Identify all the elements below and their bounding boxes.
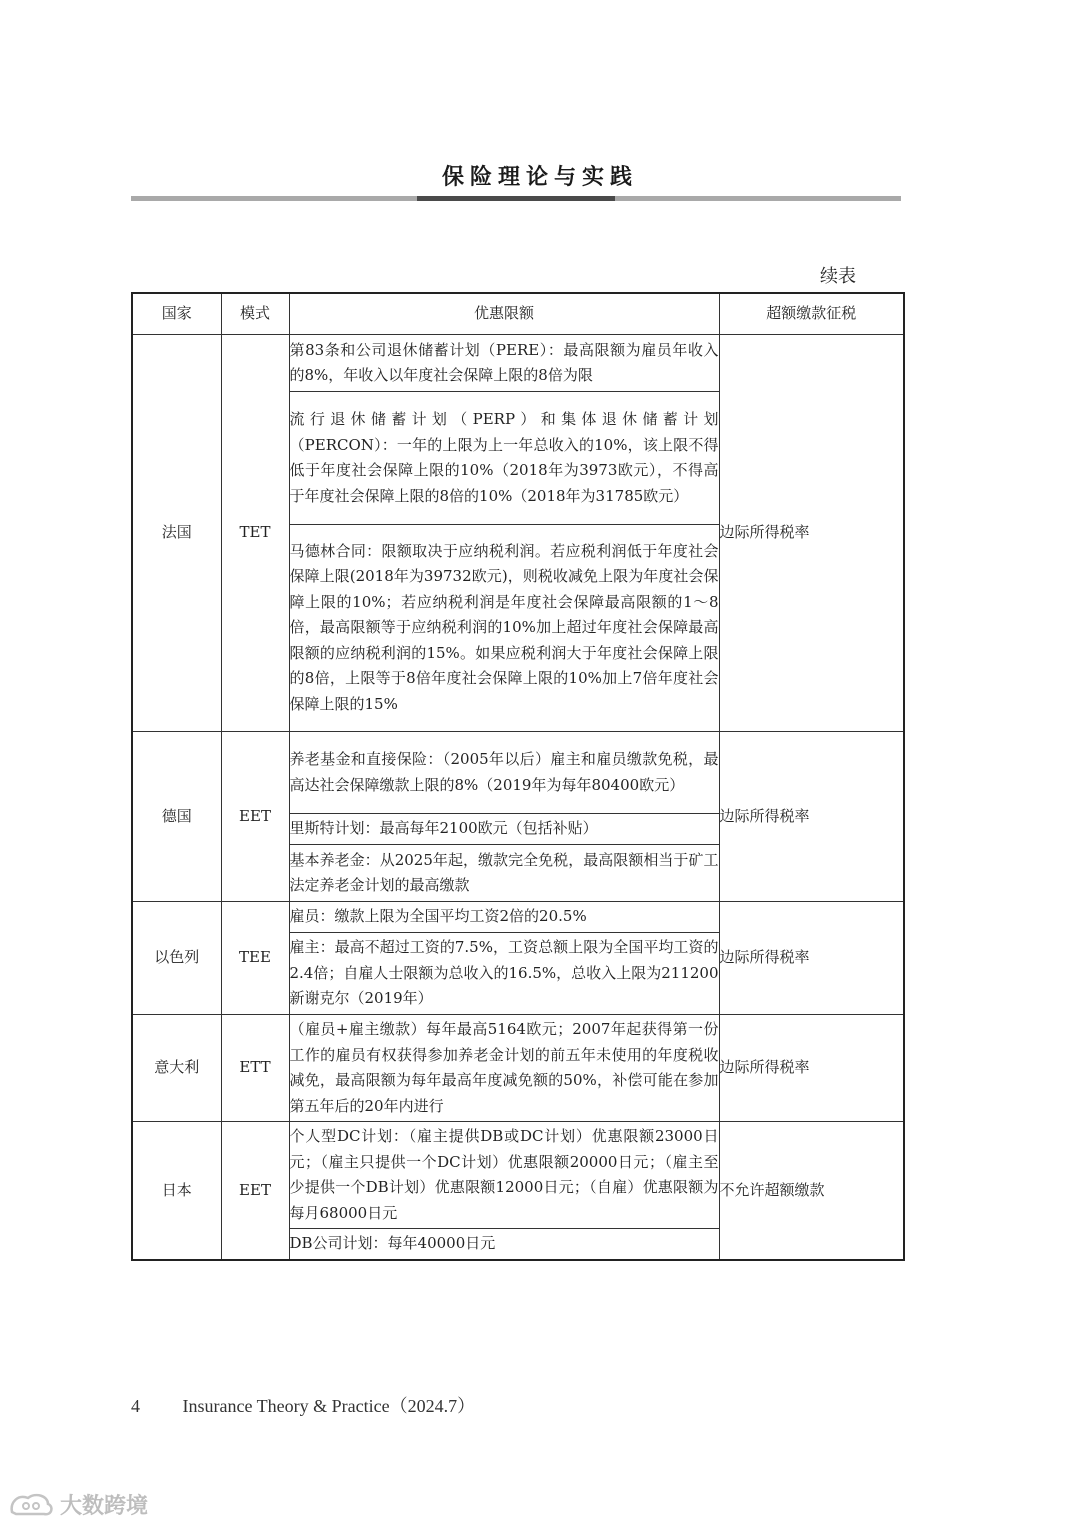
logo-icon (8, 1490, 56, 1518)
page-footer (131, 1392, 475, 1418)
limit-cell: DB公司计划：每年40000日元 (289, 1229, 719, 1261)
excess-tax-cell: 不允许超额缴款 (719, 1122, 904, 1261)
limit-cell: 个人型DC计划：（雇主提供DB或DC计划）优惠限额23000日元；（雇主只提供一个DC计划）优惠限额20000日元；（雇主至少提供一个DB计划）优惠限额12000日元；（自雇）优惠限额为每月68000日元 (289, 1122, 719, 1229)
country-cell: 以色列 (132, 902, 221, 1015)
limit-cell: 雇主：最高不超过工资的7.5%，工资总额上限为全国平均工资的2.4倍；自雇人士限额为总收入的16.5%，总收入上限为211200新谢克尔（2019年） (289, 933, 719, 1015)
column-header-country: 国家 (132, 293, 221, 335)
mode-cell: EET (221, 1122, 289, 1261)
limit-cell: 基本养老金：从2025年起，缴款完全免税，最高限额相当于矿工法定养老金计划的最高缴款 (289, 845, 719, 902)
excess-tax-cell: 边际所得税率 (719, 902, 904, 1015)
continued-table-label: 续表 (820, 266, 856, 287)
table-row-germany (132, 732, 904, 814)
limit-cell: 雇员：缴款上限为全国平均工资2倍的20.5% (289, 902, 719, 933)
mode-cell: ETT (221, 1015, 289, 1122)
limit-cell: （雇员+雇主缴款）每年最高5164欧元；2007年起获得第一份工作的雇员有权获得参加养老金计划的前五年未使用的年度税收减免，最高限额为每年最高年度减免额的50%，补偿可能在参加第五年后的20年内进行 (289, 1015, 719, 1122)
policy-table (131, 292, 905, 1261)
watermark-text: 大数跨境 (60, 1493, 149, 1519)
journal-name: Insurance Theory & Practice（2024.7） (182, 1396, 476, 1416)
country-cell: 法国 (132, 335, 221, 732)
watermark (8, 1486, 148, 1522)
page-number: 4 (131, 1396, 140, 1416)
mode-cell: TEE (221, 902, 289, 1015)
table-row-israel (132, 902, 904, 933)
table-header-row (132, 293, 904, 335)
column-header-limit: 优惠限额 (289, 293, 719, 335)
table-row-italy (132, 1015, 904, 1122)
mode-cell: EET (221, 732, 289, 902)
header-rule-accent (417, 196, 615, 201)
limit-cell: 里斯特计划：最高每年2100欧元（包括补贴） (289, 814, 719, 845)
column-header-excess-tax: 超额缴款征税 (719, 293, 904, 335)
limit-cell: 养老基金和直接保险：（2005年以后）雇主和雇员缴款免税，最高达社会保障缴款上限的8%（2019年为每年80400欧元） (289, 732, 719, 814)
country-cell: 日本 (132, 1122, 221, 1261)
mode-cell: TET (221, 335, 289, 732)
excess-tax-cell: 边际所得税率 (719, 732, 904, 902)
page-header-title: 保险理论与实践 (441, 164, 638, 190)
table-row-japan (132, 1122, 904, 1229)
table-row-france (132, 335, 904, 392)
country-cell: 德国 (132, 732, 221, 902)
excess-tax-cell: 边际所得税率 (719, 335, 904, 732)
column-header-mode: 模式 (221, 293, 289, 335)
excess-tax-cell: 边际所得税率 (719, 1015, 904, 1122)
limit-cell: 第83条和公司退休储蓄计划（PERE）：最高限额为雇员年收入的8%，年收入以年度社会保障上限的8倍为限 (289, 335, 719, 392)
limit-cell: 马德林合同：限额取决于应纳税利润。若应税利润低于年度社会保障上限(2018年为39732欧元)，则税收减免上限为年度社会保障上限的10%；若应纳税利润是年度社会保障最高限额的1～8倍，最高限额等于应纳税利润的10%加上超过年度社会保障最高限额的应纳税利润的15%。如果应税利润大于年度社会保障上限的8倍，上限等于8倍年度社会保障上限的10%加上7倍年度社会保障上限的15% (289, 525, 719, 732)
limit-cell: 流行退休储蓄计划（PERP）和集体退休储蓄计划（PERCON）：一年的上限为上一年总收入的10%，该上限不得低于年度社会保障上限的10%（2018年为3973欧元），不得高于年度社会保障上限的8倍的10%（2018年为31785欧元） (289, 392, 719, 525)
country-cell: 意大利 (132, 1015, 221, 1122)
